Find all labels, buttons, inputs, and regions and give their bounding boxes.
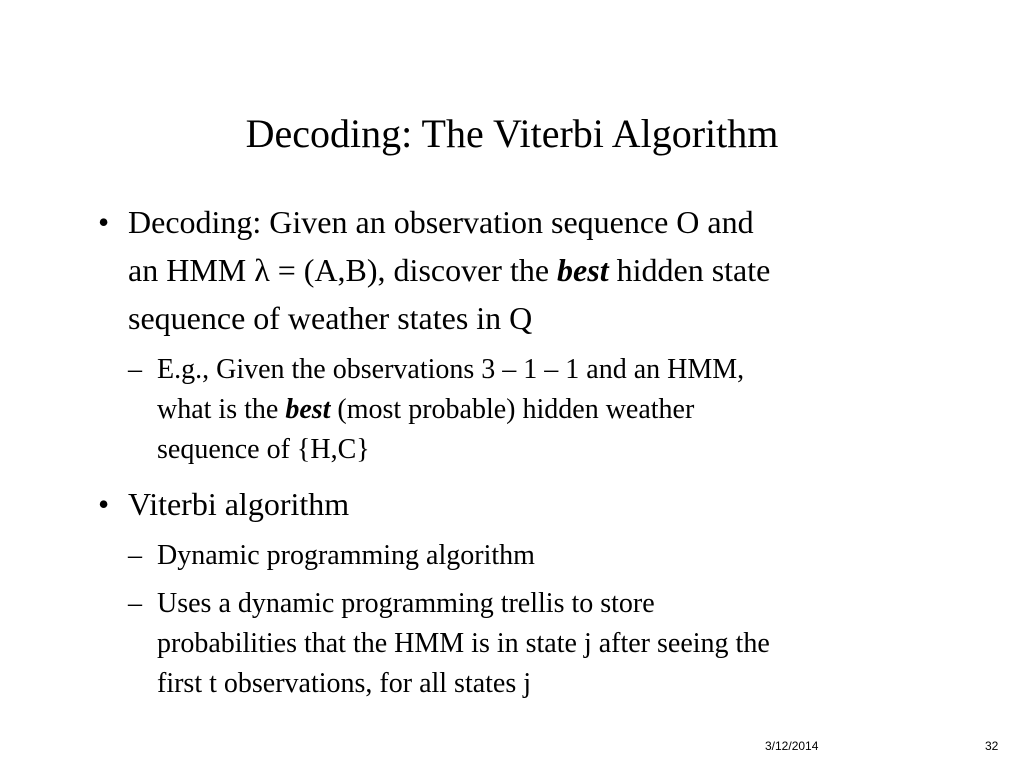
emphasis-best: best [285, 394, 331, 425]
bullet-text: hidden state [608, 252, 771, 288]
footer-date: 3/12/2014 [765, 739, 819, 753]
sub-bullet-line: first t observations, for all states j [157, 668, 532, 699]
slide-number: 32 [985, 739, 999, 753]
bullet-line: Viterbi algorithm [128, 486, 350, 522]
sub-bullet-marker: – [128, 540, 142, 571]
sub-bullet-line: E.g., Given the observations 3 – 1 – 1 and an HMM, [157, 354, 745, 385]
bullet-text: an HMM λ = (A,B), discover the [128, 252, 558, 288]
slide-body [98, 198, 958, 704]
bullet-viterbi [98, 480, 958, 528]
sub-bullet-example [98, 350, 958, 470]
sub-bullet-text: what is the [157, 394, 286, 425]
sub-bullet-marker: – [128, 354, 142, 385]
bullet-line: sequence of weather states in Q [128, 300, 533, 336]
bullet-line [128, 246, 958, 294]
bullet-marker: • [98, 486, 110, 522]
bullet-decoding [98, 198, 958, 342]
sub-bullet-line: probabilities that the HMM is in state j after seeing the [157, 628, 770, 659]
sub-bullet-dynamic-programming [98, 536, 958, 576]
emphasis-best: best [557, 252, 609, 288]
sub-bullet-marker: – [128, 588, 142, 619]
bullet-marker: • [98, 204, 110, 240]
sub-bullet-line: Uses a dynamic programming trellis to store [157, 588, 655, 619]
bullet-line: Decoding: Given an observation sequence O and [128, 204, 754, 240]
sub-bullet-trellis [98, 584, 958, 704]
sub-bullet-line: Dynamic programming algorithm [157, 540, 535, 571]
sub-bullet-text: (most probable) hidden weather [330, 394, 695, 425]
sub-bullet-line: sequence of {H,C} [157, 434, 370, 465]
sub-bullet-line [157, 390, 958, 430]
slide-title: Decoding: The Viterbi Algorithm [245, 111, 779, 156]
